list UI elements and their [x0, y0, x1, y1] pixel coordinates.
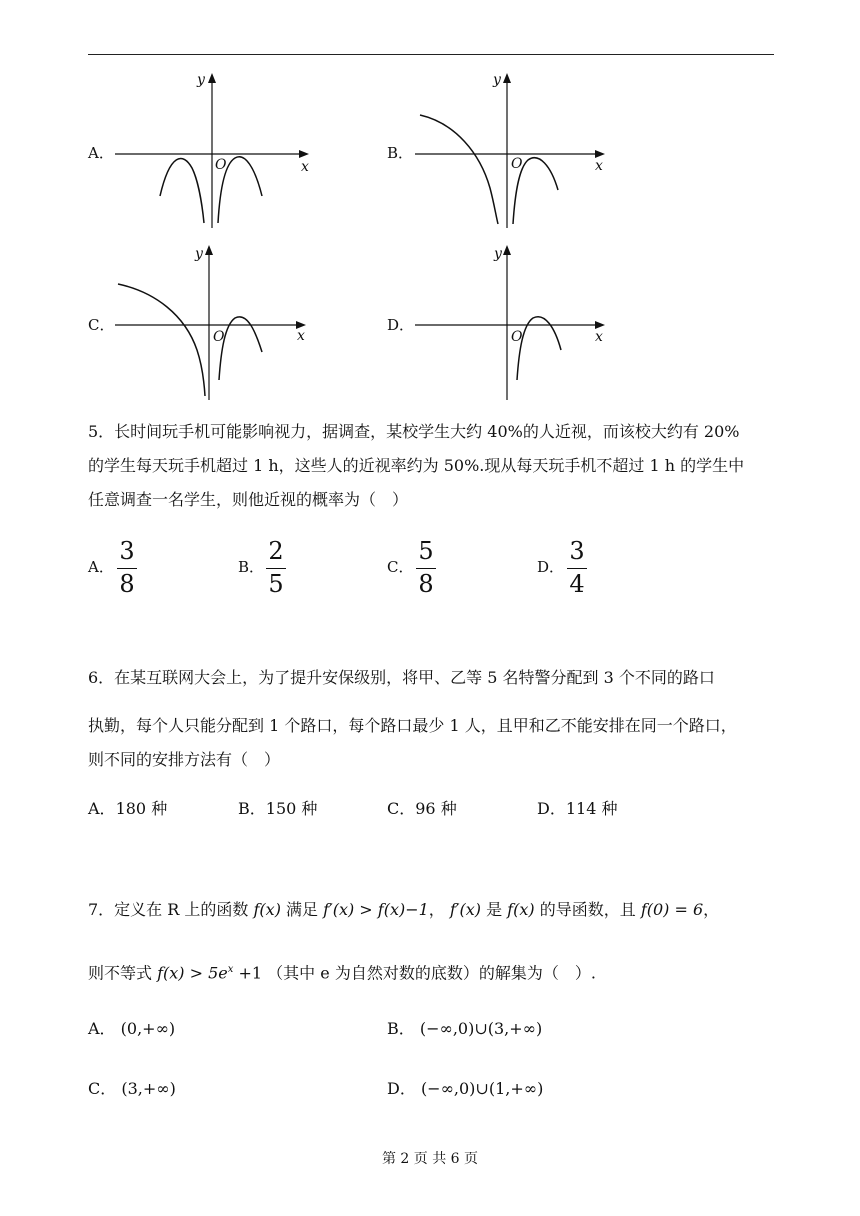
page-footer: 第 2 页 共 6 页: [381, 1151, 479, 1167]
q5-option-c-label: C．: [387, 558, 414, 576]
q6-option-b: [238, 799, 317, 819]
q6-option-c: [387, 799, 457, 819]
q4-d-y-label: y: [494, 246, 502, 262]
q5-b-denominator: 5: [268, 570, 284, 598]
q7-l1-f0: f(0) = 6: [640, 900, 704, 919]
q5-line-1: 5．长时间玩手机可能影响视力，据调查，某校学生大约 40%的人近视，而该校大约有 20%: [88, 422, 740, 441]
q7-l1-fx: f(x): [253, 900, 281, 919]
q7-option-a: [88, 1019, 175, 1039]
q4-c-origin-label: O: [213, 329, 225, 345]
q7-option-b-text: (−∞,0)∪(3,+∞): [419, 1019, 543, 1038]
q7-l2-sup: x: [227, 964, 234, 975]
q7-l1-end: ，: [703, 900, 720, 919]
q7-option-d-text: (−∞,0)∪(1,+∞): [420, 1079, 544, 1098]
q4-b-x-label: x: [595, 158, 603, 174]
q7-l1-d: 是: [486, 900, 503, 919]
q5-a-numerator: 3: [119, 537, 135, 565]
q6-option-b-text: 150 种: [265, 799, 318, 818]
q5-option-b-fraction: [266, 538, 286, 597]
q4-d-origin-label: O: [511, 329, 523, 345]
q6-option-d-label: D．: [537, 799, 566, 818]
q5-option-c-fraction: [416, 538, 436, 597]
q7-option-a-text: (0,+∞): [120, 1019, 176, 1038]
q4-option-c-label: C．: [88, 316, 115, 334]
q7-option-a-label: A．: [88, 1019, 116, 1038]
q6-option-d-text: 114 种: [565, 799, 618, 818]
q7-option-b-label: B．: [387, 1019, 415, 1038]
q4-a-y-label: y: [197, 72, 205, 88]
q5-d-numerator: 3: [569, 537, 585, 565]
q6-option-c-text: 96 种: [415, 799, 457, 818]
q5-line-2: 的学生每天玩手机超过 1 h，这些人的近视率约为 50%.现从每天玩手机不超过 1 h 的学生中: [88, 456, 745, 475]
q7-l1-b: 满足: [286, 900, 319, 919]
q7-option-b: [387, 1019, 542, 1039]
q7-l2-ineq-right: +1: [233, 963, 263, 983]
q7-line-1: [88, 900, 719, 920]
q5-option-b-label: B．: [238, 558, 265, 576]
q6-line-2: 执勤，每个人只能分配到 1 个路口，每个路口最少 1 人，且甲和乙不能安排在同一个路口，: [88, 716, 737, 735]
q4-graph-b: [415, 68, 615, 228]
q7-l1-fpx: f′(x): [449, 900, 481, 919]
q7-l1-e: 的导函数，且: [539, 900, 636, 919]
q7-l1-fx2: f(x): [507, 900, 535, 919]
q7-option-c: [88, 1079, 176, 1099]
q7-option-c-label: C．: [88, 1079, 117, 1098]
q7-option-d-label: D．: [387, 1079, 416, 1098]
q5-d-denominator: 4: [569, 570, 585, 598]
q6-option-d: [537, 799, 617, 819]
q7-l1-c: ，: [428, 900, 445, 919]
q4-option-b-label: B．: [387, 144, 414, 162]
q7-option-d: [387, 1079, 543, 1099]
q4-b-origin-label: O: [511, 156, 523, 172]
q5-b-numerator: 2: [268, 537, 284, 565]
q5-option-d-fraction: [567, 538, 587, 597]
q6-option-a-text: 180 种: [115, 799, 168, 818]
q5-option-a-label: A．: [88, 558, 114, 576]
q4-a-x-label: x: [301, 159, 309, 175]
q7-line-2: [88, 960, 596, 983]
q5-c-numerator: 5: [418, 537, 434, 565]
q5-a-denominator: 8: [119, 570, 135, 598]
header-rule: [88, 54, 774, 55]
q7-option-c-text: (3,+∞): [121, 1079, 176, 1098]
q6-option-b-label: B．: [238, 799, 266, 818]
q4-option-d-label: D．: [387, 316, 415, 334]
q6-line-3: 则不同的安排方法有（ ）: [88, 750, 281, 769]
q4-option-a-label: A．: [88, 144, 114, 162]
q5-line-3: 任意调查一名学生，则他近视的概率为（ ）: [88, 490, 409, 509]
q4-graph-c: [115, 240, 315, 400]
q4-b-y-label: y: [493, 72, 501, 88]
q4-graph-d: [415, 240, 615, 400]
q7-l2-b: （其中 e 为自然对数的底数）的解集为（ ）.: [267, 963, 596, 983]
q6-option-a: [88, 799, 167, 819]
q7-l2-ineq-left: f(x) > 5e: [157, 963, 228, 983]
q4-c-y-label: y: [195, 246, 203, 262]
q7-l1-ineq: f′(x) > f(x)−1: [323, 900, 429, 919]
q4-c-x-label: x: [297, 328, 305, 344]
q4-graph-a: [115, 68, 315, 228]
q5-option-d-label: D．: [537, 558, 565, 576]
q6-line-1: 6．在某互联网大会上，为了提升安保级别，将甲、乙等 5 名特警分配到 3 个不同的路口: [88, 668, 715, 687]
q4-a-origin-label: O: [215, 157, 227, 173]
q5-option-a-fraction: [117, 538, 137, 597]
q6-option-a-label: A．: [88, 799, 116, 818]
q7-l2-a: 则不等式: [88, 963, 153, 983]
q4-d-x-label: x: [595, 329, 603, 345]
q6-option-c-label: C．: [387, 799, 416, 818]
q7-l1-a: 7．定义在 R 上的函数: [88, 900, 249, 919]
q5-c-denominator: 8: [418, 570, 434, 598]
